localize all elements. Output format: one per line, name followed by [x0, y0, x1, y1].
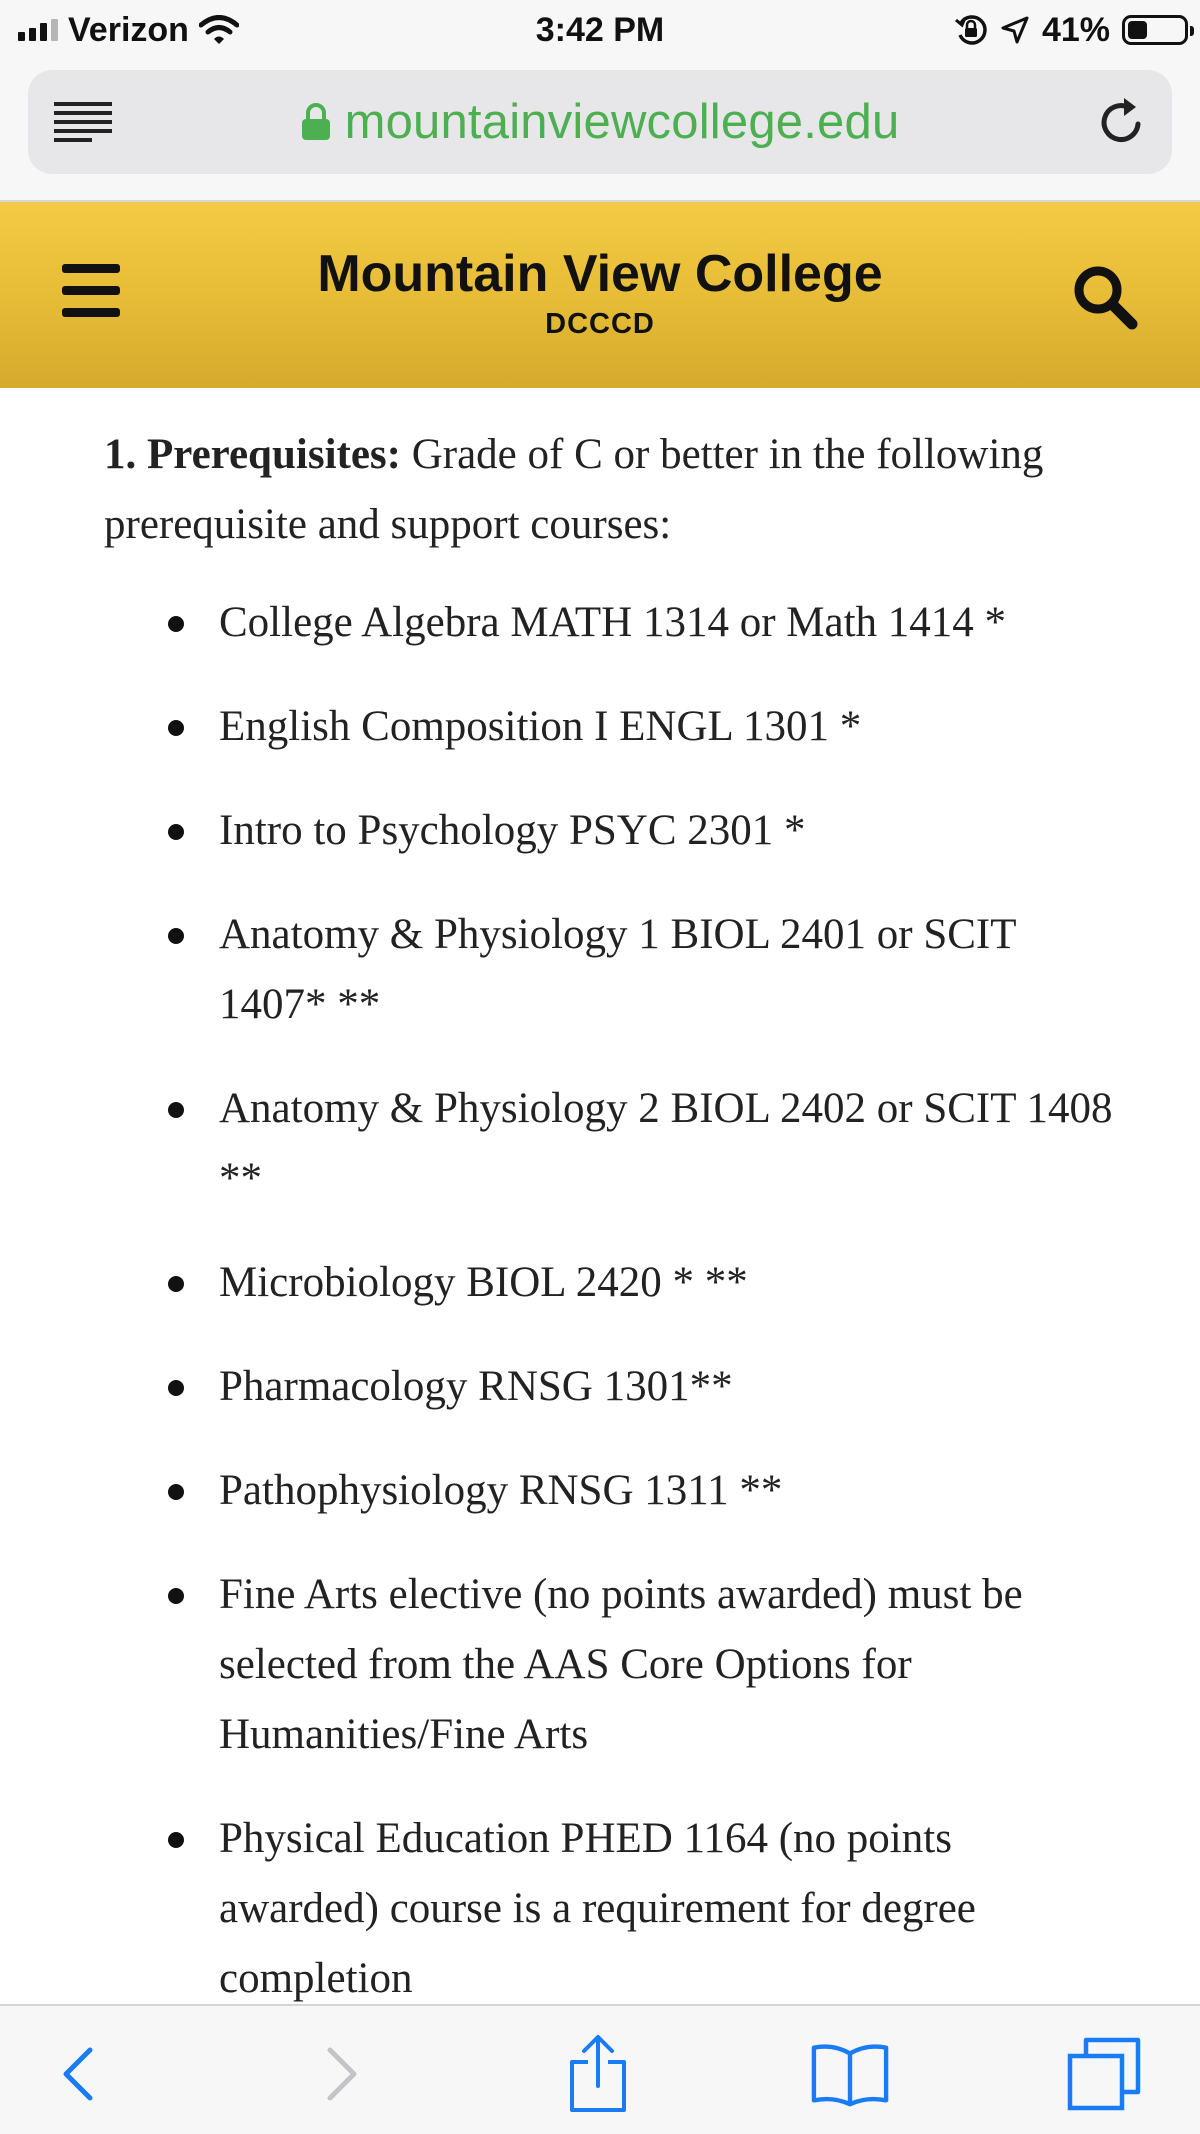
battery-icon — [1122, 15, 1188, 45]
forward-icon[interactable] — [322, 2044, 362, 2104]
list-item: Anatomy & Physiology 2 BIOL 2402 or SCIT 1408 ** — [219, 1074, 1119, 1214]
url-text[interactable]: mountainviewcollege.edu — [344, 95, 900, 149]
share-icon[interactable] — [566, 2034, 630, 2114]
back-button[interactable] — [38, 2034, 118, 2114]
list-item: English Composition I ENGL 1301 * — [219, 692, 1119, 762]
location-icon — [1000, 15, 1030, 45]
back-icon[interactable] — [58, 2044, 98, 2104]
list-item: Anatomy & Physiology 1 BIOL 2401 or SCIT 1407* ** — [219, 900, 1119, 1040]
battery-percent: 41% — [1041, 10, 1110, 49]
forward-button[interactable] — [302, 2034, 382, 2114]
clock: 3:42 PM — [535, 11, 665, 49]
browser-toolbar — [0, 2004, 1200, 2134]
site-subtitle: DCCCD — [545, 308, 655, 340]
prerequisites-intro — [104, 420, 1104, 560]
site-title[interactable]: Mountain View College — [317, 245, 883, 303]
carrier-label: Verizon — [68, 10, 189, 49]
prerequisites-heading: 1. Prerequisites: — [104, 431, 401, 478]
bookmarks-icon[interactable] — [810, 2041, 890, 2107]
list-item: Microbiology BIOL 2420 * ** — [219, 1248, 1119, 1318]
list-item: Pathophysiology RNSG 1311 ** — [219, 1456, 1119, 1526]
prerequisites-intro-text: Grade of C or better in the following prerequisite and support courses: — [104, 431, 1044, 548]
list-item: Intro to Psychology PSYC 2301 * — [219, 796, 1119, 866]
reload-icon[interactable] — [1094, 94, 1150, 150]
search-icon[interactable] — [1070, 262, 1140, 332]
list-item: Pharmacology RNSG 1301** — [219, 1352, 1119, 1422]
main-content — [0, 388, 1200, 2004]
list-item: Fine Arts elective (no points awarded) must be selected from the AAS Core Options for Humanities/Fine Arts — [219, 1560, 1119, 1770]
tabs-button[interactable] — [1064, 2034, 1144, 2114]
address-bar[interactable] — [28, 70, 1172, 174]
tabs-icon[interactable] — [1066, 2036, 1142, 2112]
status-bar — [0, 0, 1200, 62]
bookmarks-button[interactable] — [810, 2034, 890, 2114]
lock-icon — [301, 103, 331, 141]
site-header — [0, 202, 1200, 388]
list-item: College Algebra MATH 1314 or Math 1414 * — [219, 588, 1119, 658]
prerequisites-list — [0, 588, 1200, 2004]
orientation-lock-icon — [954, 13, 988, 47]
share-button[interactable] — [558, 2034, 638, 2114]
list-item: Physical Education PHED 1164 (no points awarded) course is a requirement for degree completion — [219, 1804, 1119, 2004]
browser-chrome — [0, 62, 1200, 202]
